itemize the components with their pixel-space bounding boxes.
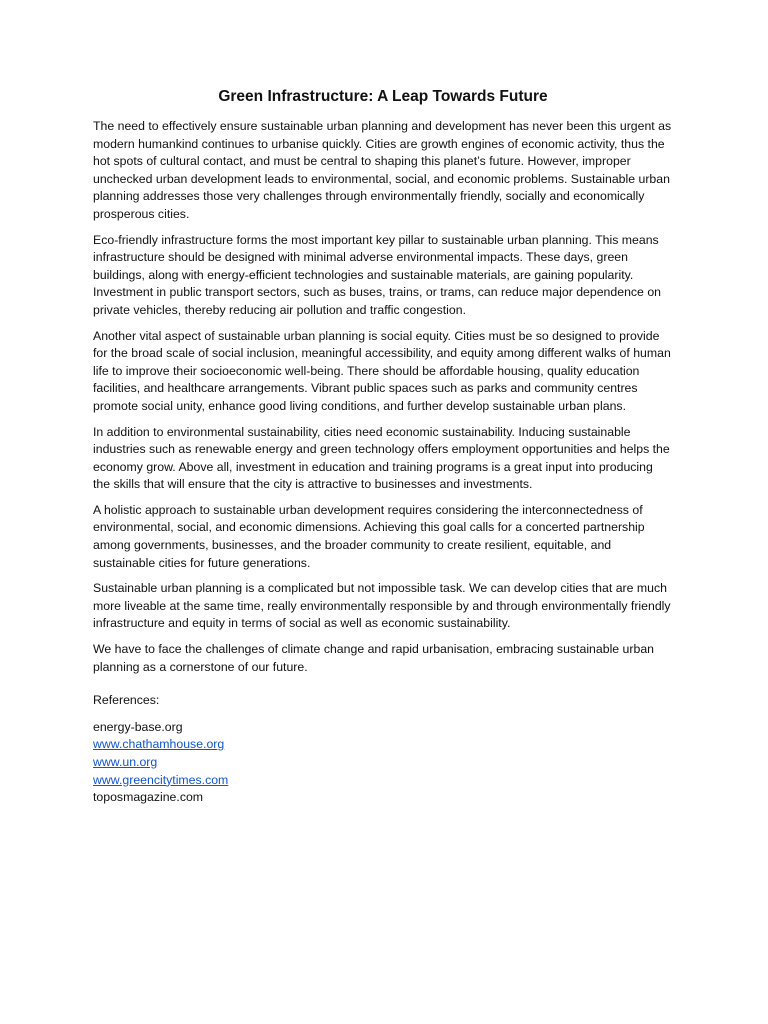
document-page [93,86,673,807]
reference-link-un[interactable]: www.un.org [93,755,158,769]
references-list [93,719,673,807]
paragraph-social-equity: Another vital aspect of sustainable urban planning is social equity. Cities must be so designed to provide for the broad scale of social inclusion, meaningful accessibility, and equity among different walks of human life to improve their socioeconomic well-being. There should be affordable housing, quality education facilities, and healthcare arrangements. Vibrant public spaces such as parks and community centres promote social unity, enhance good living conditions, and further develop sustainable urban plans. [93,328,671,413]
document-title: Green Infrastructure: A Leap Towards Future [218,88,548,105]
paragraph-intro: The need to effectively ensure sustainable urban planning and development has never been this urgent as modern humankind continues to urbanise quickly. Cities are growth engines of economic activity, thus the hot spots of cultural contact, and must be central to shaping this planet’s future. However, improper unchecked urban development leads to environmental, social, and economic problems. Sustainable urban planning addresses those very challenges through environmentally friendly, socially and economically prosperous cities. [93,119,672,221]
reference-item [93,754,673,772]
paragraph-eco-infrastructure: Eco-friendly infrastructure forms the most important key pillar to sustainable urban planning. This means infrastructure should be designed with minimal adverse environmental impacts. These days, green buildings, along with energy-efficient technologies and sustainable materials, are gaining popularity. Investment in public transport sectors, such as buses, trains, or trams, can reduce major dependence on private vehicles, thereby reducing air pollution and traffic congestion. [93,232,661,317]
reference-toposmagazine: toposmagazine.com [93,790,204,805]
reference-item [93,789,673,807]
paragraph-complicated-task: Sustainable urban planning is a complicated but not impossible task. We can develop cities that are much more liveable at the same time, really environmentally responsible by and through environmentally friendly infrastructure and equity in terms of social as well as economic sustainability. [93,581,671,631]
paragraph-conclusion: We have to face the challenges of climate change and rapid urbanisation, embracing sustainable urban planning as a cornerstone of our future. [93,642,655,674]
references-heading: References: [93,693,160,708]
paragraph-economic-sustainability: In addition to environmental sustainability, cities need economic sustainability. Inducing sustainable industries such as renewable energy and green technology offers employment opportunities and helps the economy grow. Above all, investment in education and training programs is a great input into producing the skills that will ensure that the city is attractive to businesses and investments. [93,424,670,492]
reference-link-chathamhouse[interactable]: www.chathamhouse.org [93,737,225,752]
reference-energy-base: energy-base.org [93,719,183,734]
reference-item [93,719,673,737]
reference-link-greencitytimes[interactable]: www.greencitytimes.com [93,772,229,787]
reference-item [93,736,673,754]
reference-item [93,772,673,790]
paragraph-holistic-approach: A holistic approach to sustainable urban development requires considering the interconnectedness of environmental, social, and economic dimensions. Achieving this goal calls for a concerted partnership among governments, businesses, and the broader community to create resilient, equitable, and sustainable cities for future generations. [93,502,645,570]
